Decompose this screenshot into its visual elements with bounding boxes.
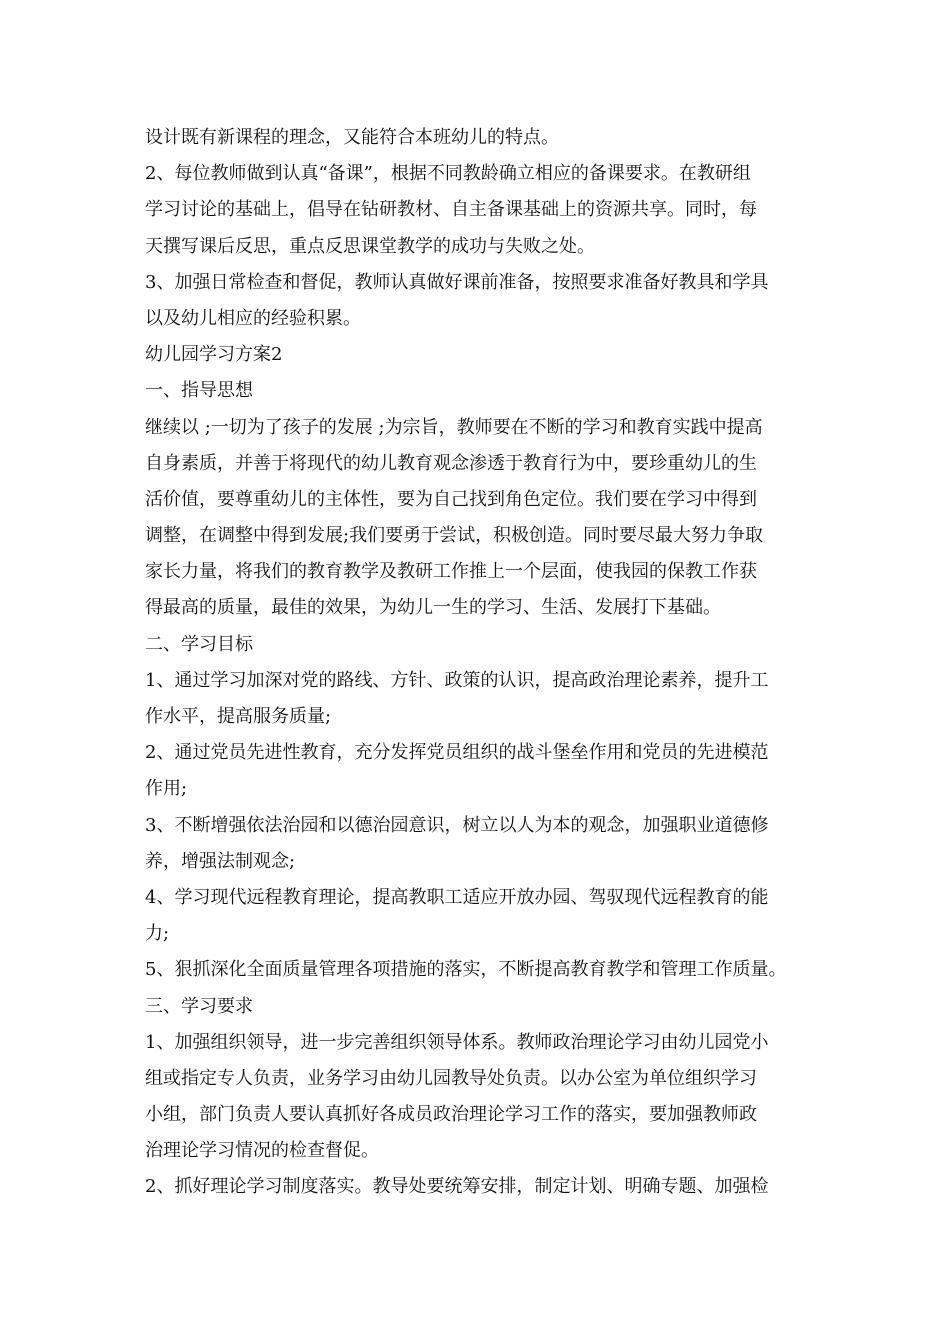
text-line: 调整，在调整中得到发展;我们要勇于尝试，积极创造。同时要尽最大努力争取 — [145, 525, 764, 547]
text-line: 养，增强法制观念; — [145, 850, 296, 872]
text-line: 组或指定专人负责，业务学习由幼儿园教导处负责。以办公室为单位组织学习 — [145, 1067, 757, 1089]
text-line: 5、狠抓深化全面质量管理各项措施的落实，不断提高教育教学和管理工作质量。 — [145, 959, 787, 981]
text-line: 以及幼儿相应的经验积累。 — [145, 307, 361, 329]
text-line: 4、学习现代远程教育理论，提高教职工适应开放办园、驾驭现代远程教育的能 — [145, 886, 769, 908]
text-line: 设计既有新课程的理念，又能符合本班幼儿的特点。 — [145, 127, 559, 148]
document-body — [145, 120, 815, 1206]
text-line: 2、通过党员先进性教育，充分发挥党员组织的战斗堡垒作用和党员的先进模范 — [145, 742, 769, 764]
text-line: 天撰写课后反思，重点反思课堂教学的成功与失败之处。 — [145, 235, 595, 257]
text-line: 小组，部门负责人要认真抓好各成员政治理论学习工作的落实，要加强教师政 — [145, 1104, 757, 1126]
text-line: 2、每位教师做到认真“备课”，根据不同教龄确立相应的备课要求。在教研组 — [145, 163, 751, 185]
text-line: 作用; — [145, 778, 188, 800]
section-heading: 三、学习要求 — [145, 995, 253, 1017]
section-heading: 一、指导思想 — [145, 380, 253, 402]
text-line: 自身素质，并善于将现代的幼儿教育观念渗透于教育行为中，要珍重幼儿的生 — [145, 452, 757, 474]
text-line: 1、通过学习加深对党的路线、方针、政策的认识，提高政治理论素养，提升工 — [145, 669, 769, 691]
text-line: 得最高的质量，最佳的效果，为幼儿一生的学习、生活、发展打下基础。 — [145, 597, 721, 619]
text-line: 1、加强组织领导，进一步完善组织领导体系。教师政治理论学习由幼儿园党小 — [145, 1031, 769, 1053]
text-line: 3、加强日常检查和督促，教师认真做好课前准备，按照要求准备好教具和学具 — [145, 271, 769, 293]
text-line: 活价值，要尊重幼儿的主体性，要为自己找到角色定位。我们要在学习中得到 — [145, 488, 757, 510]
text-line: 3、不断增强依法治园和以德治园意识，树立以人为本的观念，加强职业道德修 — [145, 814, 769, 836]
text-line: 力; — [145, 923, 170, 945]
text-line: 2、抓好理论学习制度落实。教导处要统筹安排，制定计划、明确专题、加强检 — [145, 1176, 769, 1198]
section-heading: 二、学习目标 — [145, 633, 253, 655]
text-line: 治理论学习情况的检查督促。 — [145, 1140, 379, 1162]
text-line: 家长力量，将我们的教育教学及教研工作推上一个层面，使我园的保教工作获 — [145, 561, 757, 583]
text-line: 学习讨论的基础上，倡导在钻研教材、自主备课基础上的资源共享。同时，每 — [145, 199, 757, 221]
section-title: 幼儿园学习方案2 — [145, 344, 283, 366]
text-line: 作水平，提高服务质量; — [145, 706, 332, 727]
text-line: 继续以 ;一切为了孩子的发展 ;为宗旨，教师要在不断的学习和教育实践中提高 — [145, 416, 763, 438]
